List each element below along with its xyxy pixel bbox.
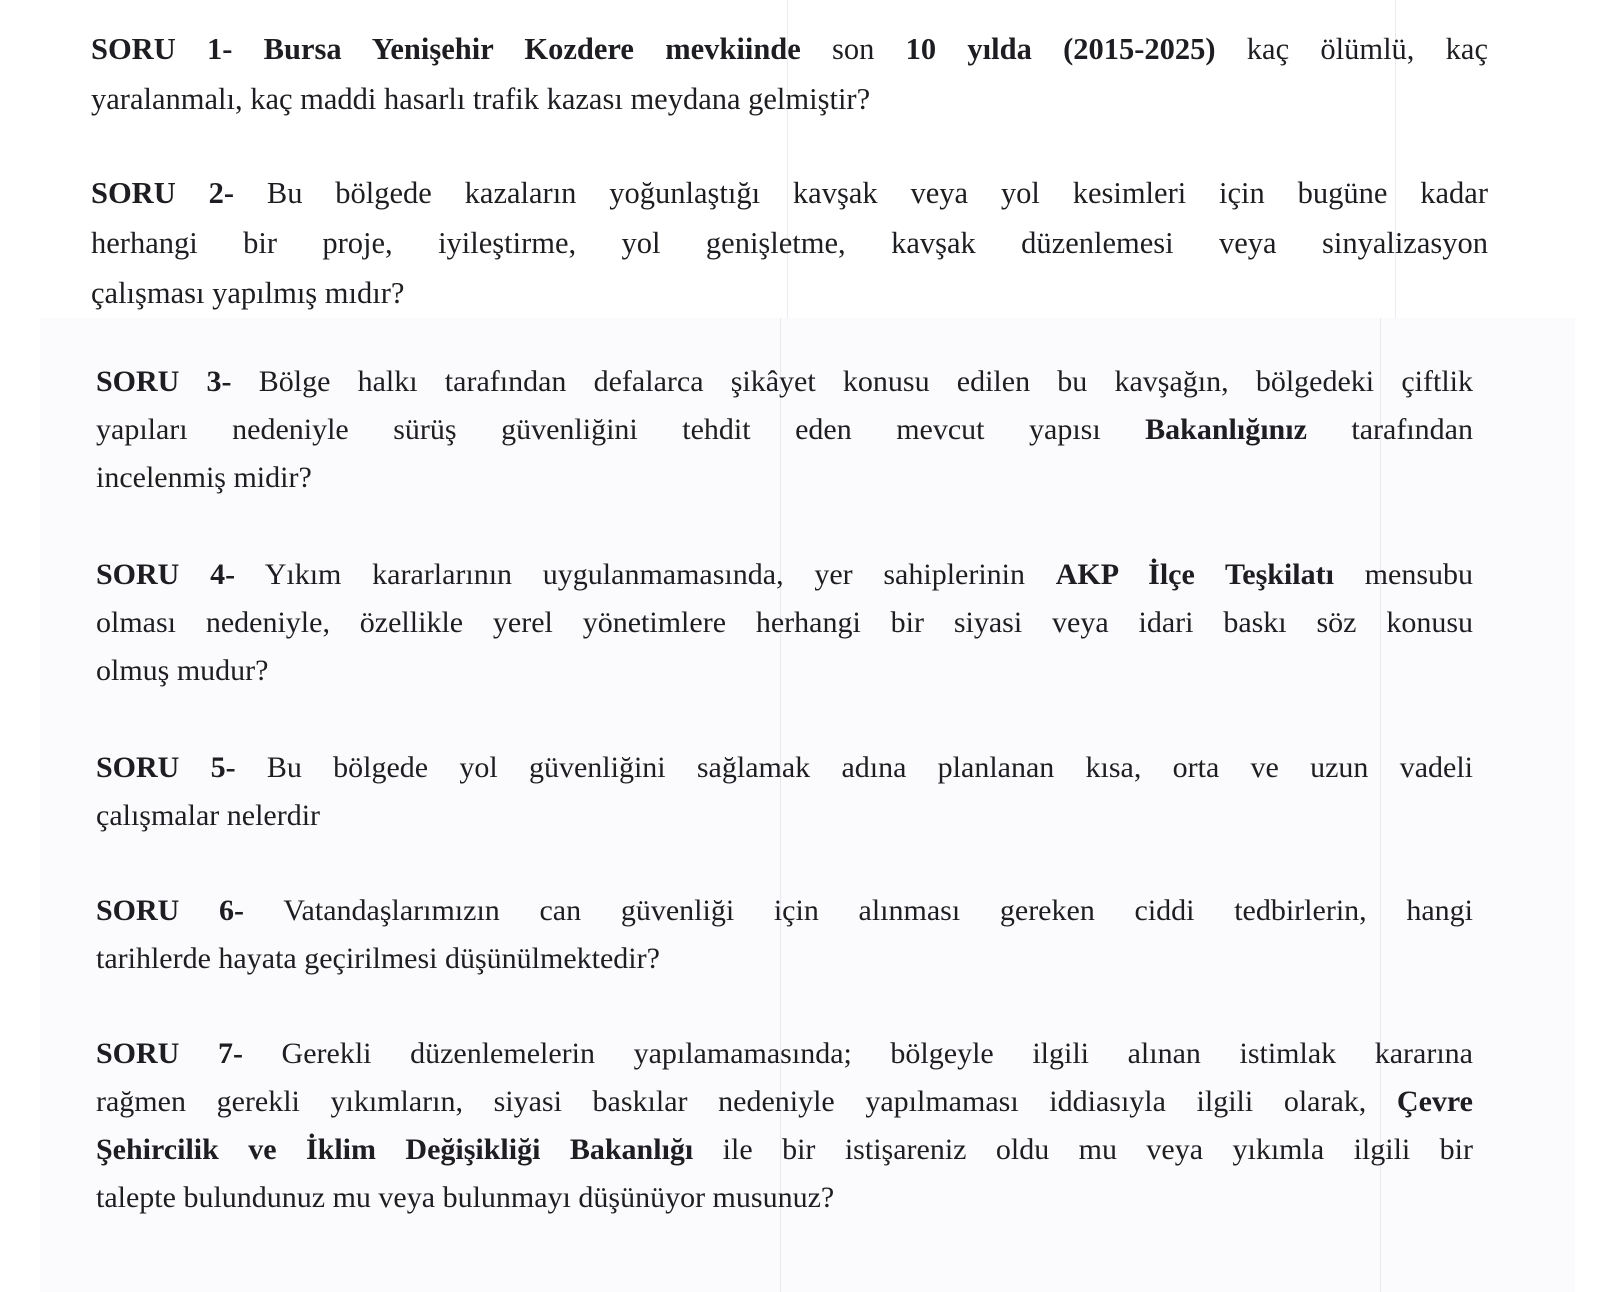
bold-text: 10 yılda (2015-2025) xyxy=(905,32,1216,66)
question-3 xyxy=(96,358,1473,502)
bold-text: SORU 5- xyxy=(96,751,236,784)
text-line xyxy=(91,168,1488,218)
text-line xyxy=(96,358,1473,406)
text: Bölge halkı tarafından defalarca şikâyet konusu edilen bu kavşağın, bölgedeki çiftlik xyxy=(231,365,1473,398)
question-6 xyxy=(96,887,1473,983)
text: rağmen gerekli yıkımların, siyasi baskılar nedeniyle yapılmaması iddiasıyla ilgili olarak, xyxy=(96,1085,1397,1118)
text: tarihlerde hayata geçirilmesi düşünülmektedir? xyxy=(96,942,660,975)
text: yapıları nedeniyle sürüş güvenliğini tehdit eden mevcut yapısı xyxy=(96,413,1146,446)
text: son xyxy=(800,32,906,66)
bold-text: SORU 7- xyxy=(96,1037,243,1070)
text-line xyxy=(96,551,1473,599)
text: tarafından xyxy=(1306,413,1473,446)
text-line xyxy=(96,792,1473,840)
bold-text: SORU 4- xyxy=(96,558,236,591)
text-line xyxy=(96,1078,1473,1126)
bold-text: Bakanlığınız xyxy=(1145,413,1307,446)
question-5 xyxy=(96,744,1473,840)
text-line xyxy=(91,24,1488,74)
bold-text: SORU 1- Bursa Yenişehir Kozdere mevkiinde xyxy=(91,32,801,66)
question-2 xyxy=(91,168,1488,318)
text: olmuş mudur? xyxy=(96,654,269,687)
text-line xyxy=(91,218,1488,268)
text: mensubu xyxy=(1333,558,1474,591)
text-line xyxy=(96,935,1473,983)
text-line xyxy=(96,1174,1473,1222)
text-line xyxy=(96,1030,1473,1078)
bold-text: Çevre xyxy=(1396,1085,1473,1118)
text-line xyxy=(96,406,1473,454)
text-line xyxy=(91,74,1488,124)
text-line xyxy=(91,268,1488,318)
text-line xyxy=(96,647,1473,695)
bold-text: SORU 6- xyxy=(96,894,245,927)
bold-text: Şehircilik ve İklim Değişikliği Bakanlığı xyxy=(96,1133,694,1166)
text-line xyxy=(96,599,1473,647)
text-line xyxy=(96,1126,1473,1174)
question-7 xyxy=(96,1030,1473,1222)
text: herhangi bir proje, iyileştirme, yol genişletme, kavşak düzenlemesi veya sinyalizasyon xyxy=(91,226,1488,260)
text: olması nedeniyle, özellikle yerel yönetimlere herhangi bir siyasi veya idari baskı söz konusu xyxy=(96,606,1473,639)
text: ile bir istişareniz oldu mu veya yıkımla ilgili bir xyxy=(693,1133,1473,1166)
text-line xyxy=(96,744,1473,792)
text: Bu bölgede yol güvenliğini sağlamak adına planlanan kısa, orta ve uzun vadeli xyxy=(235,751,1473,784)
bold-text: AKP İlçe Teşkilatı xyxy=(1055,558,1334,591)
text-line xyxy=(96,454,1473,502)
question-1 xyxy=(91,24,1488,124)
text: çalışması yapılmış mıdır? xyxy=(91,276,405,310)
text: Yıkım kararlarının uygulanmamasında, yer sahiplerinin xyxy=(235,558,1056,591)
text: kaç ölümlü, kaç xyxy=(1215,32,1488,66)
bold-text: SORU 2- xyxy=(91,176,234,210)
bold-text: SORU 3- xyxy=(96,365,232,398)
question-4 xyxy=(96,551,1473,695)
text: yaralanmalı, kaç maddi hasarlı trafik kazası meydana gelmiştir? xyxy=(91,82,871,116)
text: Vatandaşlarımızın can güvenliği için alınması gereken ciddi tedbirlerin, hangi xyxy=(244,894,1474,927)
text-line xyxy=(96,887,1473,935)
text: çalışmalar nelerdir xyxy=(96,799,321,832)
text: Bu bölgede kazaların yoğunlaştığı kavşak veya yol kesimleri için bugüne kadar xyxy=(234,176,1488,210)
text: talepte bulundunuz mu veya bulunmayı düşünüyor musunuz? xyxy=(96,1181,835,1214)
text: Gerekli düzenlemelerin yapılamamasında; bölgeyle ilgili alınan istimlak kararına xyxy=(242,1037,1474,1070)
text: incelenmiş midir? xyxy=(96,461,312,494)
